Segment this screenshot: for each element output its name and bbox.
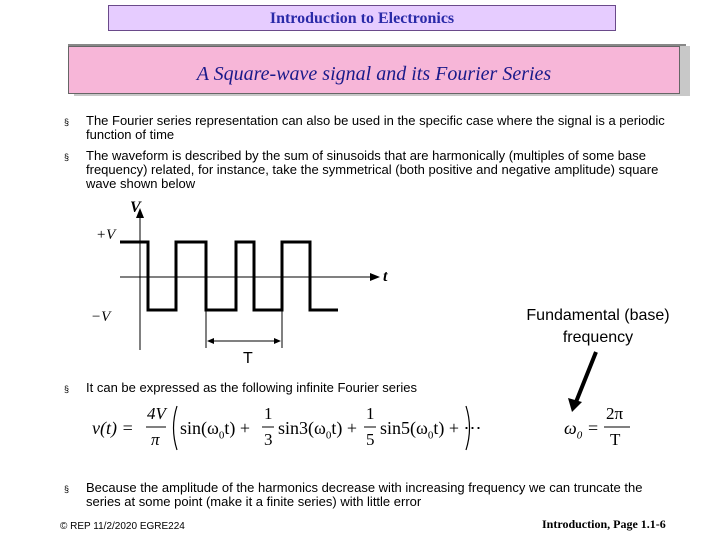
- bullet-text-3: It can be expressed as the following infinite Fourier series: [86, 380, 417, 395]
- omega-equals: =: [588, 418, 599, 438]
- formula-frac1-num: 1: [264, 404, 273, 423]
- x-axis-label: t: [383, 268, 388, 285]
- bullet-marker: §: [64, 152, 70, 162]
- slide-banner: Introduction to Electronics: [108, 5, 616, 31]
- period-arrow-right: [274, 338, 281, 344]
- fundamental-frequency-annotation: [510, 305, 686, 349]
- formula-frac2-den: 5: [366, 430, 375, 449]
- bullet-marker: §: [64, 384, 70, 394]
- bullet-text-1: The Fourier series representation can also be used in the specific case where the signal is a periodic function of time: [86, 113, 665, 142]
- formula-lhs: v(t) =: [92, 418, 134, 438]
- formula-term-2: $\sin 3(\omega_0t)$ +: [278, 418, 358, 442]
- annotation-line-2: frequency: [562, 329, 634, 346]
- annotation-arrow: [576, 352, 596, 402]
- bullet-marker: §: [64, 117, 70, 127]
- fourier-series-formula: [90, 400, 490, 456]
- omega-num: 2π: [606, 404, 624, 423]
- omega-den: T: [610, 430, 621, 449]
- formula-term-1: $\sin(\omega_0t)$ +: [180, 418, 251, 442]
- annotation-line-1: Fundamental (base): [526, 307, 670, 324]
- period-label: T: [243, 350, 253, 367]
- formula-coef-num: 4V: [147, 404, 166, 423]
- formula-frac1-den: 3: [264, 430, 273, 449]
- formula-coef-den: π: [151, 430, 160, 449]
- formula-frac2-num: 1: [366, 404, 375, 423]
- fundamental-frequency-formula: [560, 400, 650, 456]
- footer-page-number: Introduction, Page 1.1-6: [542, 517, 666, 531]
- slide-title: A Square-wave signal and its Fourier Series: [68, 46, 680, 94]
- bullet-text-2: The waveform is described by the sum of sinusoids that are harmonically (multiples of some base frequency) related, for instance, take the symmetrical (both positive and negative amplitude) square wave shown below: [86, 148, 659, 191]
- omega-symbol: $\omega_0$: [564, 418, 583, 442]
- y-axis-label: V: [130, 199, 141, 216]
- formula-term-3: $\sin 5(\omega_0t)$ + ⋯: [380, 418, 482, 442]
- bullet-marker: §: [64, 484, 70, 494]
- x-axis-arrowhead: [370, 273, 380, 281]
- period-arrow-left: [207, 338, 214, 344]
- bullet-text-4: Because the amplitude of the harmonics decrease with increasing frequency we can truncate the series at some point (make it a finite series) with little error: [86, 480, 643, 509]
- positive-level-label: +V: [96, 227, 116, 243]
- negative-level-label: −V: [91, 309, 111, 325]
- footer-copyright: © REP 11/2/2020 EGRE224: [60, 521, 185, 532]
- square-wave: [120, 242, 338, 310]
